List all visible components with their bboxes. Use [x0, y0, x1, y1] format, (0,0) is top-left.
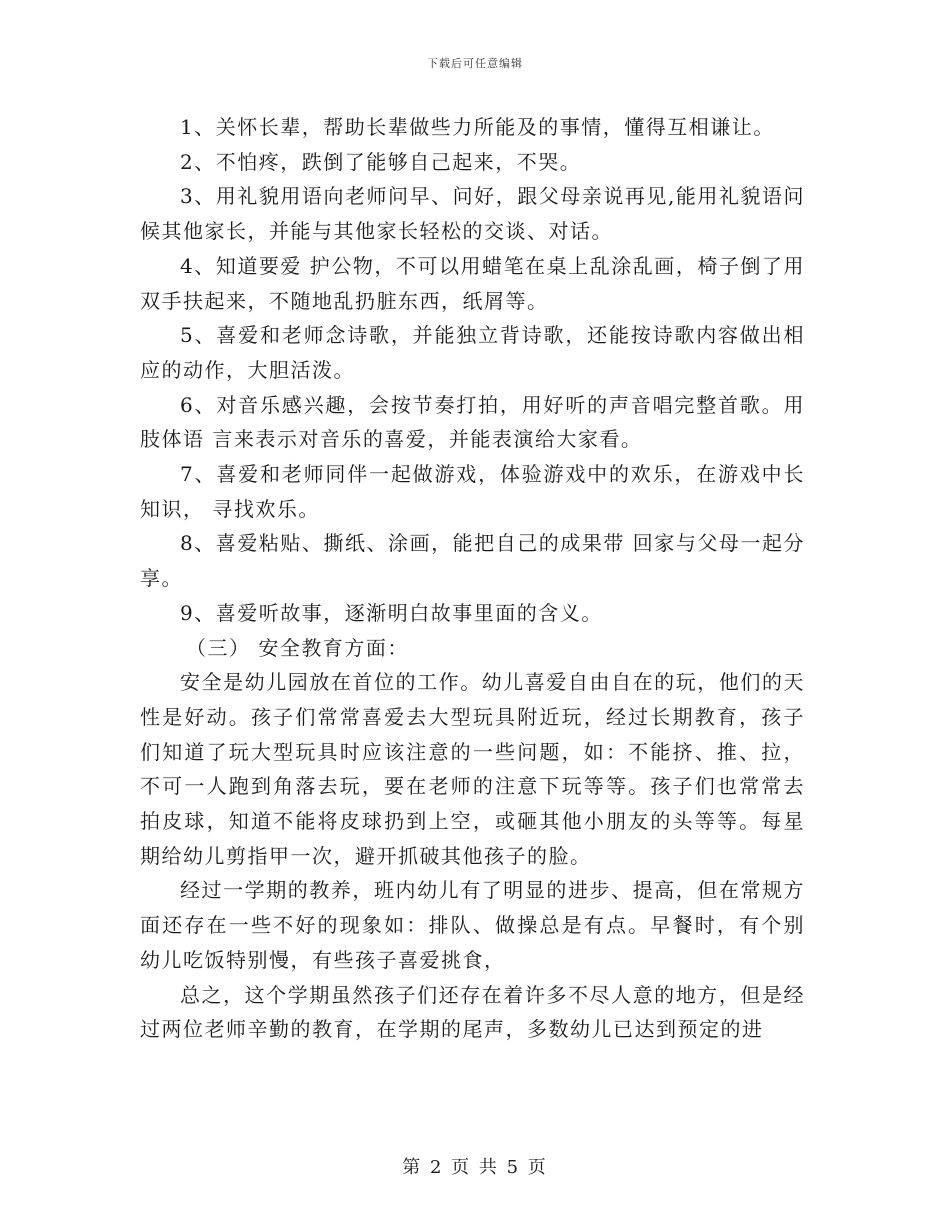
list-item-8: 8、喜爱粘贴、撕纸、涂画，能把自己的成果带 回家与父母一起分享。 — [140, 531, 805, 591]
list-item-7: 7、喜爱和老师同伴一起做游戏，体验游戏中的欢乐，在游戏中长知识， 寻找欢乐。 — [140, 462, 805, 521]
document-body — [140, 110, 805, 1047]
body-paragraph: 经过一学期的教养，班内幼儿有了明显的进步、提高，但在常规方面还存在一些不好的现象如：排队、做操总是有点。早餐时，有个别幼儿吃饭特别慢，有些孩子喜爱挑食， — [140, 878, 805, 972]
list-item-4: 4、知道要爱 护公物，不可以用蜡笔在桌上乱涂乱画，椅子倒了用双手扶起来，不随地乱扔脏东西，纸屑等。 — [140, 253, 805, 313]
section-heading: （三） 安全教育方面： — [186, 635, 409, 660]
list-item-1: 1、关怀长辈，帮助长辈做些力所能及的事情，懂得互相谦让。 — [180, 115, 775, 139]
page-number: 第 2 页 共 5 页 — [402, 1157, 548, 1178]
list-item-6: 6、对音乐感兴趣，会按节奏打拍，用好听的声音唱完整首歌。用肢体语 言来表示对音乐的喜爱，并能表演给大家看。 — [140, 392, 805, 452]
page-header: 下载后可任意编辑 — [427, 57, 523, 70]
body-paragraph: 总之，这个学期虽然孩子们还存在着许多不尽人意的地方，但是经过两位老师辛勤的教育，在学期的尾声，多数幼儿已达到预定的进 — [140, 982, 805, 1042]
list-item-2: 2、不怕疼，跌倒了能够自己起来，不哭。 — [180, 149, 582, 174]
list-item-5: 5、喜爱和老师念诗歌，并能独立背诗歌，还能按诗歌内容做出相应的动作，大胆活泼。 — [140, 323, 805, 382]
list-item-3: 3、用礼貌用语向老师问早、问好，跟父母亲说再见,能用礼貌语问候其他家长，并能与其他家长轻松的交谈、对话。 — [140, 184, 805, 244]
list-item-9: 9、喜爱听故事，逐渐明白故事里面的含义。 — [180, 600, 603, 625]
body-paragraph: 安全是幼儿园放在首位的工作。幼儿喜爱自由自在的玩，他们的天性是好动。孩子们常常喜爱去大型玩具附近玩，经过长期教育，孩子们知道了玩大型玩具时应该注意的一些问题，如：不能挤、推、拉，不可一人跑到角落去玩，要在老师的注意下玩等等。孩子们也常常去拍皮球，知道不能将皮球扔到上空，或砸其他小朋友的头等等。每星期给幼儿剪指甲一次，避开抓破其他孩子的脸。 — [140, 670, 805, 868]
